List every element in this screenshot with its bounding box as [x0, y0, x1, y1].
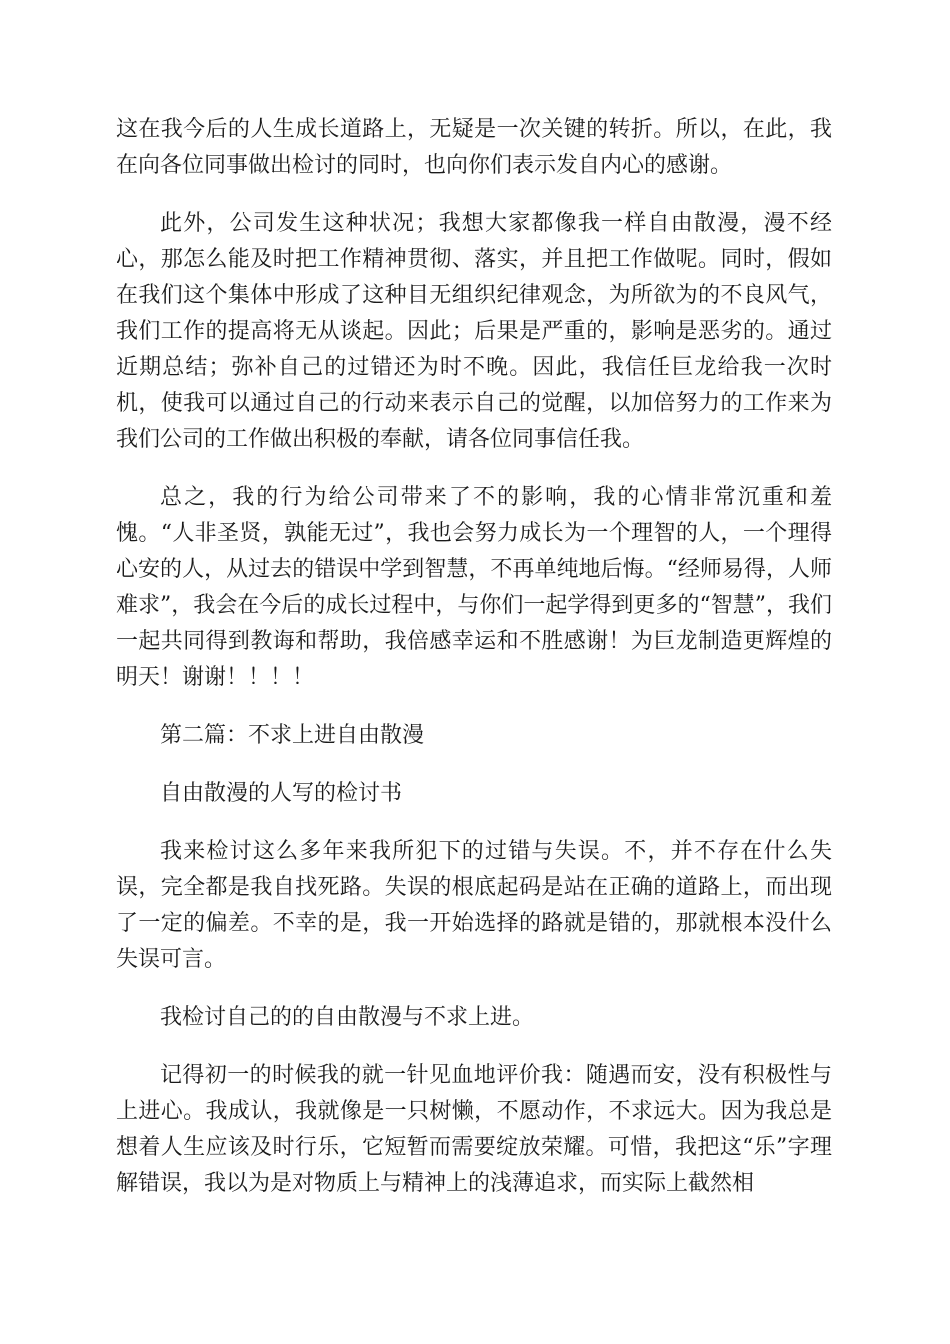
paragraph: 此外，公司发生这种状况；我想大家都像我一样自由散漫，漫不经心，那怎么能及时把工作精神贯彻、落实，并且把工作做呢。同时，假如在我们这个集体中形成了这种目无组织纪律观念，为所欲为的不良风气，我们工作的提高将无从谈起。因此；后果是严重的，影响是恶劣的。通过近期总结；弥补自己的过错还为时不晚。因此，我信任巨龙给我一次时机，使我可以通过自己的行动来表示自己的觉醒，以加倍努力的工作来为我们公司的工作做出积极的奉献，请各位同事信任我。 — [116, 211, 832, 452]
paragraph: 我检讨自己的的自由散漫与不求上进。 — [160, 1005, 535, 1030]
paragraph: 记得初一的时候我的就一针见血地评价我：随遇而安，没有积极性与上进心。我成认，我就像是一只树懒，不愿动作，不求远大。因为我总是想着人生应该及时行乐，它短暂而需要绽放荣耀。可惜，我把这“乐”字理解错误，我以为是对物质上与精神上的浅薄追求，而实际上截然相 — [116, 1063, 832, 1196]
section-subheading: 自由散漫的人写的检讨书 — [160, 781, 403, 806]
paragraph: 总之，我的行为给公司带来了不的影响，我的心情非常沉重和羞愧。“人非圣贤，孰能无过”，我也会努力成长为一个理智的人，一个理得心安的人，从过去的错误中学到智慧，不再单纯地后悔。“经师易得，人师难求”，我会在今后的成长过程中，与你们一起学得到更多的“智慧”，我们一起共同得到教诲和帮助，我倍感幸运和不胜感谢！为巨龙制造更辉煌的明天！谢谢！！！！ — [116, 485, 832, 690]
section-heading: 第二篇：不求上进自由散漫 — [160, 723, 425, 748]
paragraph: 我来检讨这么多年来我所犯下的过错与失误。不，并不存在什么失误，完全都是我自找死路。失误的根底起码是站在正确的道路上，而出现了一定的偏差。不幸的是，我一开始选择的路就是错的，那就根本没什么失误可言。 — [116, 839, 832, 972]
paragraph-continuation: 这在我今后的人生成长道路上，无疑是一次关键的转折。所以，在此，我在向各位同事做出检讨的同时，也向你们表示发自内心的感谢。 — [116, 117, 832, 178]
document-body — [116, 112, 832, 1224]
